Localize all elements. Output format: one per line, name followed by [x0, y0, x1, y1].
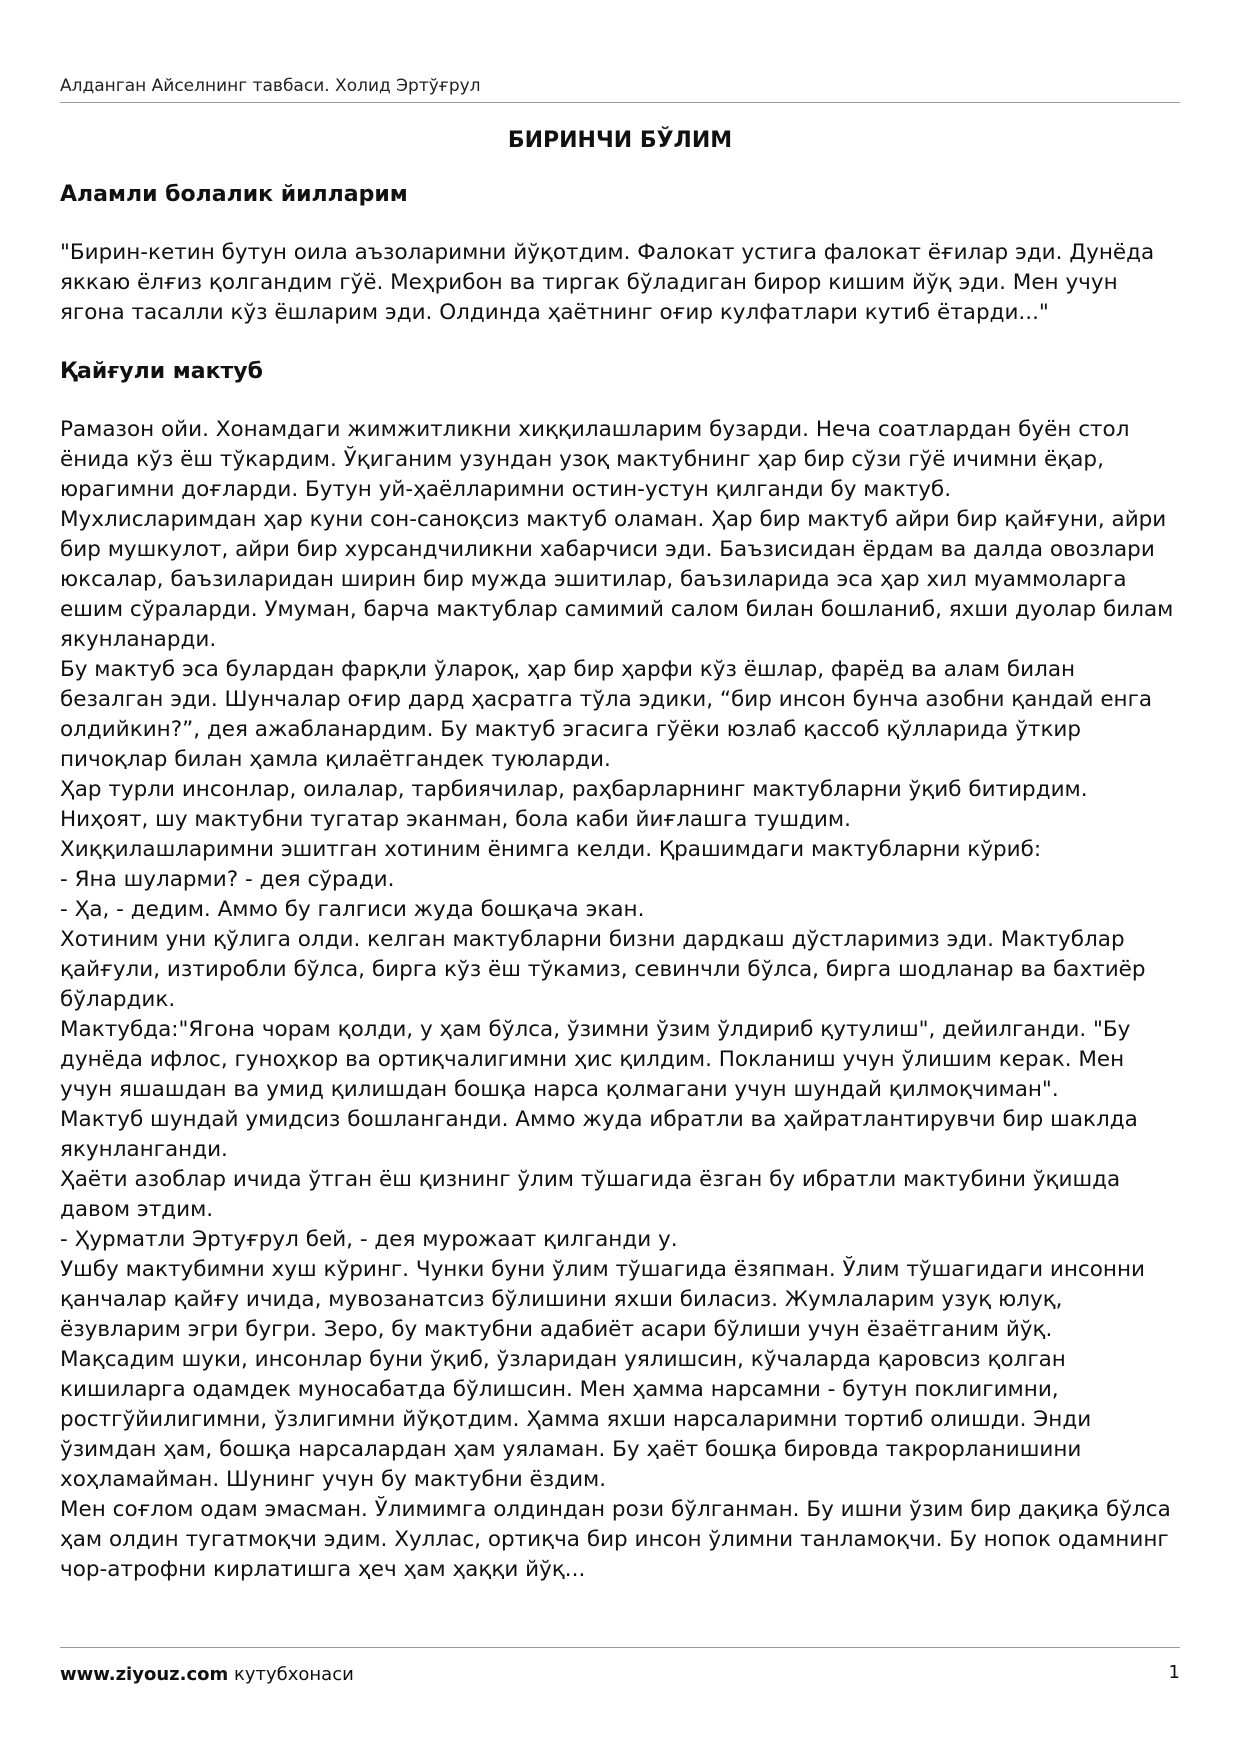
- page-number: 1: [1168, 1662, 1180, 1683]
- paragraph: Бу мактуб эса булардан фарқли ўлароқ, ҳар бир ҳарфи кўз ёшлар, фарёд ва алам билан безалган эди. Шунчалар оғир дард ҳасратга тўла эдики, “бир инсон бунча азобни қандай енга олдийкин?”, дея ажабланардим. Бу мактуб эгасига гўёки юзлаб қассоб қўлларида ўткир пичоқлар билан ҳамла қилаётгандек туюларди.: [60, 657, 1153, 772]
- paragraph: Рамазон ойи. Хонамдаги жимжитликни хиққилашларим бузарди. Неча соатлардан буён стол ёнида кўз ёш тўкардим. Ўқиганим узундан узоқ мактубнинг ҳар бир сўзи гўё ичимни ёқар, юрагимни доғларди. Бутун уй-ҳаёлларимни остин-устун қилганди бу мактуб.: [60, 417, 1130, 502]
- section-body-letter: [60, 415, 1180, 1585]
- paragraph: Мактуб шундай умидсиз бошланганди. Аммо жуда ибратли ва ҳайратлантирувчи бир шаклда якунланганди.: [60, 1107, 1138, 1162]
- paragraph: Хотиним уни қўлига олди. келган мактубларни бизни дардкаш дўстларимиз эди. Мактублар қайғули, изтиробли бўлса, бирга кўз ёш тўкамиз, севинчли бўлса, бирга шодланар ва бахтиёр бўлардик.: [60, 927, 1146, 1012]
- paragraph: Ниҳоят, шу мактубни тугатар эканман, бола каби йиғлашга тушдим.: [60, 807, 851, 832]
- paragraph: Мақсадим шуки, инсонлар буни ўқиб, ўзларидан уялишсин, кўчаларда қаровсиз қолган кишиларга одамдек муносабатда бўлишсин. Мен ҳамма нарсамни - бутун поклигимни, ростгўйилигимни, ўзлигимни йўқотдим. Ҳамма яхши нарсаларимни тортиб олишди. Энди ўзимдан ҳам, бошқа нарсалардан ҳам уяламан. Бу ҳаёт бошқа бировда такрорланишини хоҳламайман. Шунинг учун бу мактубни ёздим.: [60, 1347, 1092, 1492]
- section-body-childhood: [60, 238, 1180, 328]
- paragraph: Ушбу мактубимни хуш кўринг. Чунки буни ўлим тўшагида ёзяпман. Ўлим тўшагидаги инсонни қанчалар қайғу ичида, мувозанатсиз бўлишини яхши биласиз. Жумлаларим узуқ юлуқ, ёзувларим эгри бугри. Зеро, бу мактубни адабиёт асари бўлиши учун ёзаётганим йўқ.: [60, 1257, 1145, 1342]
- paragraph: Мухлисларимдан ҳар куни сон-саноқсиз мактуб оламан. Ҳар бир мактуб айри бир қайғуни, айри бир мушкулот, айри бир хурсандчиликни хабарчиси эди. Баъзисидан ёрдам ва далда овозлари юксалар, баъзиларидан ширин бир мужда эшитилар, баъзиларида эса ҳар хил муаммоларга ешим сўраларди. Умуман, барча мактублар самимий салом билан бошланиб, яхши дуолар билам якунланарди.: [60, 507, 1174, 652]
- document-page: [60, 0, 1180, 1754]
- footer-site-link[interactable]: www.ziyouz.com: [60, 1664, 229, 1685]
- section-title-letter: Қайғули мактуб: [60, 359, 263, 384]
- section-title-childhood: Аламли болалик йилларим: [60, 182, 408, 207]
- paragraph: Хиққилашларимни эшитган хотиним ёнимга келди. Қрашимдаги мактубларни кўриб:: [60, 837, 1042, 862]
- running-header: Алданган Айселнинг тавбаси. Холид Эртўғрул: [60, 76, 481, 96]
- paragraph: Мактубда:"Ягона чорам қолди, у ҳам бўлса, ўзимни ўзим ўлдириб қутулиш", дейилганди. "Бу дунёда ифлос, гуноҳкор ва ортиқчалигимни ҳис қилдим. Покланиш учун ўлишим керак. Мен учун яшашдан ва умид қилишдан бошқа нарса қолмагани учун шундай қилмоқчиман".: [60, 1017, 1131, 1102]
- header-divider: [60, 102, 1180, 103]
- footer-library-label: кутубхонаси: [233, 1664, 354, 1685]
- paragraph: Ҳар турли инсонлар, оилалар, тарбиячилар, раҳбарларнинг мактубларни ўқиб битирдим.: [60, 777, 1088, 802]
- dialogue-line: - Яна шуларми? - дея сўради.: [60, 867, 395, 892]
- dialogue-line: - Ҳа, - дедим. Аммо бу галгиси жуда бошқача экан.: [60, 897, 645, 922]
- paragraph: Мен соғлом одам эмасман. Ўлимимга олдиндан рози бўлганман. Бу ишни ўзим бир дақиқа бўлса ҳам олдин тугатмоқчи эдим. Хуллас, ортиқча бир инсон ўлимни танламоқчи. Бу нопок одамнинг чор-атрофни кирлатишга ҳеч ҳам ҳаққи йўқ...: [60, 1497, 1171, 1582]
- paragraph: "Бирин-кетин бутун оила аъзоларимни йўқотдим. Фалокат устига фалокат ёғилар эди. Дунёда яккаю ёлғиз қолгандим гўё. Меҳрибон ва тиргак бўладиган бирор кишим йўқ эди. Мен учун ягона тасалли кўз ёшларим эди. Олдинда ҳаётнинг оғир кулфатлари кутиб ётарди...": [60, 240, 1155, 325]
- paragraph: Ҳаёти азоблар ичида ўтган ёш қизнинг ўлим тўшагида ёзган бу ибратли мактубини ўқишда давом этдим.: [60, 1167, 1121, 1222]
- footer-divider: [60, 1647, 1180, 1648]
- footer: [60, 1664, 354, 1685]
- dialogue-line: - Ҳурматли Эртуғрул бей, - дея мурожаат қилганди у.: [60, 1227, 678, 1252]
- part-title: БИРИНЧИ БЎЛИМ: [507, 128, 733, 153]
